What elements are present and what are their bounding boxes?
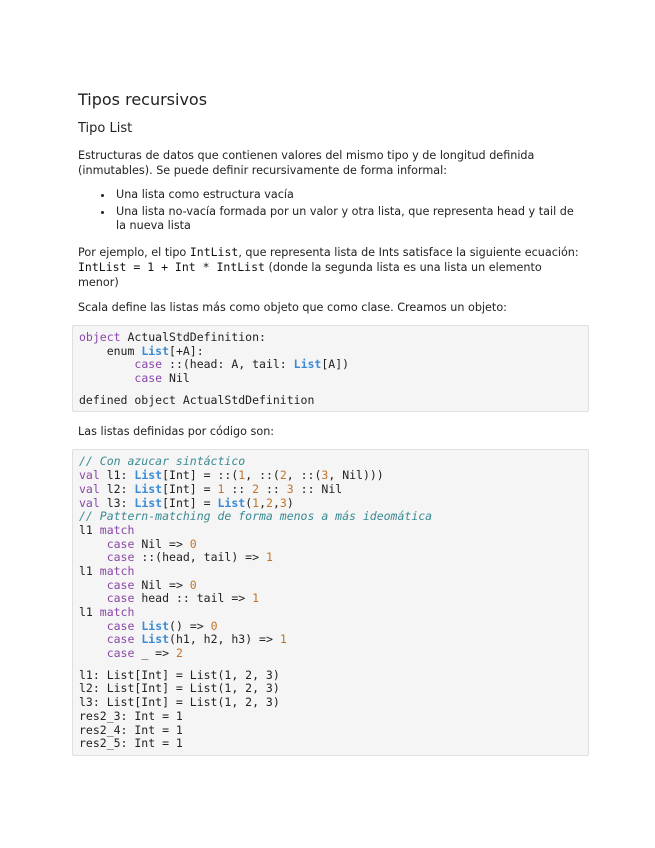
example-paragraph: [78, 245, 583, 290]
example-text: Por ejemplo, el tipo: [78, 246, 190, 259]
type-name: List: [293, 357, 322, 372]
code-line: val l1: List[Int] = ::(1, ::(2, ::(3, Nil))): [79, 468, 384, 483]
bullet-list: [78, 188, 583, 233]
code-output: res2_4: Int = 1: [79, 722, 183, 737]
code-comment: // Pattern-matching de forma menos a más ideomática: [79, 509, 433, 524]
type-name: List: [141, 343, 170, 358]
example-text: (donde la segunda lista es una lista un elemento menor): [78, 261, 542, 289]
page-title: Tipos recursivos: [78, 90, 208, 109]
inline-code-equation: IntList = 1 + Int * IntList: [78, 260, 265, 274]
code-line: val l2: List[Int] = 1 :: 2 :: 3 :: Nil: [79, 481, 343, 496]
code-line: l1 match: [79, 522, 135, 537]
code-block-object: [72, 325, 589, 412]
code-line: val l3: List[Int] = List(1,2,3): [79, 495, 294, 510]
keyword: case: [134, 357, 163, 372]
scala-paragraph: Scala define las listas más como objeto que como clase. Creamos un objeto:: [78, 301, 507, 314]
intro-paragraph: Estructuras de datos que contienen valores del mismo tipo y de longitud definida (inmutables). Se puede definir recursivamente de forma informal:: [78, 149, 535, 177]
code-line: case ::(head, tail) => 1: [106, 550, 273, 565]
code-line: case _ => 2: [106, 646, 183, 661]
code-output: l3: List[Int] = List(1, 2, 3): [79, 695, 280, 710]
keyword: object: [79, 330, 121, 344]
code-line: case Nil => 0: [106, 577, 197, 592]
code-output: l2: List[Int] = List(1, 2, 3): [79, 681, 280, 696]
code-line: case ::(head: A, tail: List[A]): [134, 357, 350, 372]
inline-code-intlist: IntList: [189, 245, 239, 259]
code-output: res2_5: Int = 1: [79, 736, 183, 751]
code-line: case Nil: [134, 371, 190, 386]
code-line: l1 match: [79, 605, 135, 619]
code-line: case head :: tail => 1: [106, 591, 260, 606]
list-item: • Una lista como estructura vacía: [114, 188, 583, 202]
example-text: , que representa lista de Ints satisface la siguiente ecuación:: [238, 246, 579, 259]
keyword: case: [134, 371, 163, 386]
code-output: defined object ActualStdDefinition: [79, 392, 315, 407]
section-title: Tipo List: [78, 121, 133, 136]
code-comment: // Con azucar sintáctico: [79, 454, 246, 469]
lists-paragraph: Las listas definidas por código son:: [78, 425, 275, 439]
list-item: • Una lista no-vacía formada por un valor y otra lista, que representa head y tail de la nueva lista: [114, 205, 583, 233]
code-block-lists: [72, 449, 589, 755]
code-line: case List() => 0: [106, 618, 218, 633]
code-line: l1 match: [79, 563, 135, 578]
code-output: res2_3: Int = 1: [79, 708, 183, 723]
code-output: l1: List[Int] = List(1, 2, 3): [79, 667, 280, 682]
code-line: case List(h1, h2, h3) => 1: [106, 632, 287, 647]
code-line: object ActualStdDefinition:: [79, 330, 266, 344]
code-line: case Nil => 0: [106, 536, 197, 551]
code-line: enum List[+A]:: [106, 343, 204, 358]
